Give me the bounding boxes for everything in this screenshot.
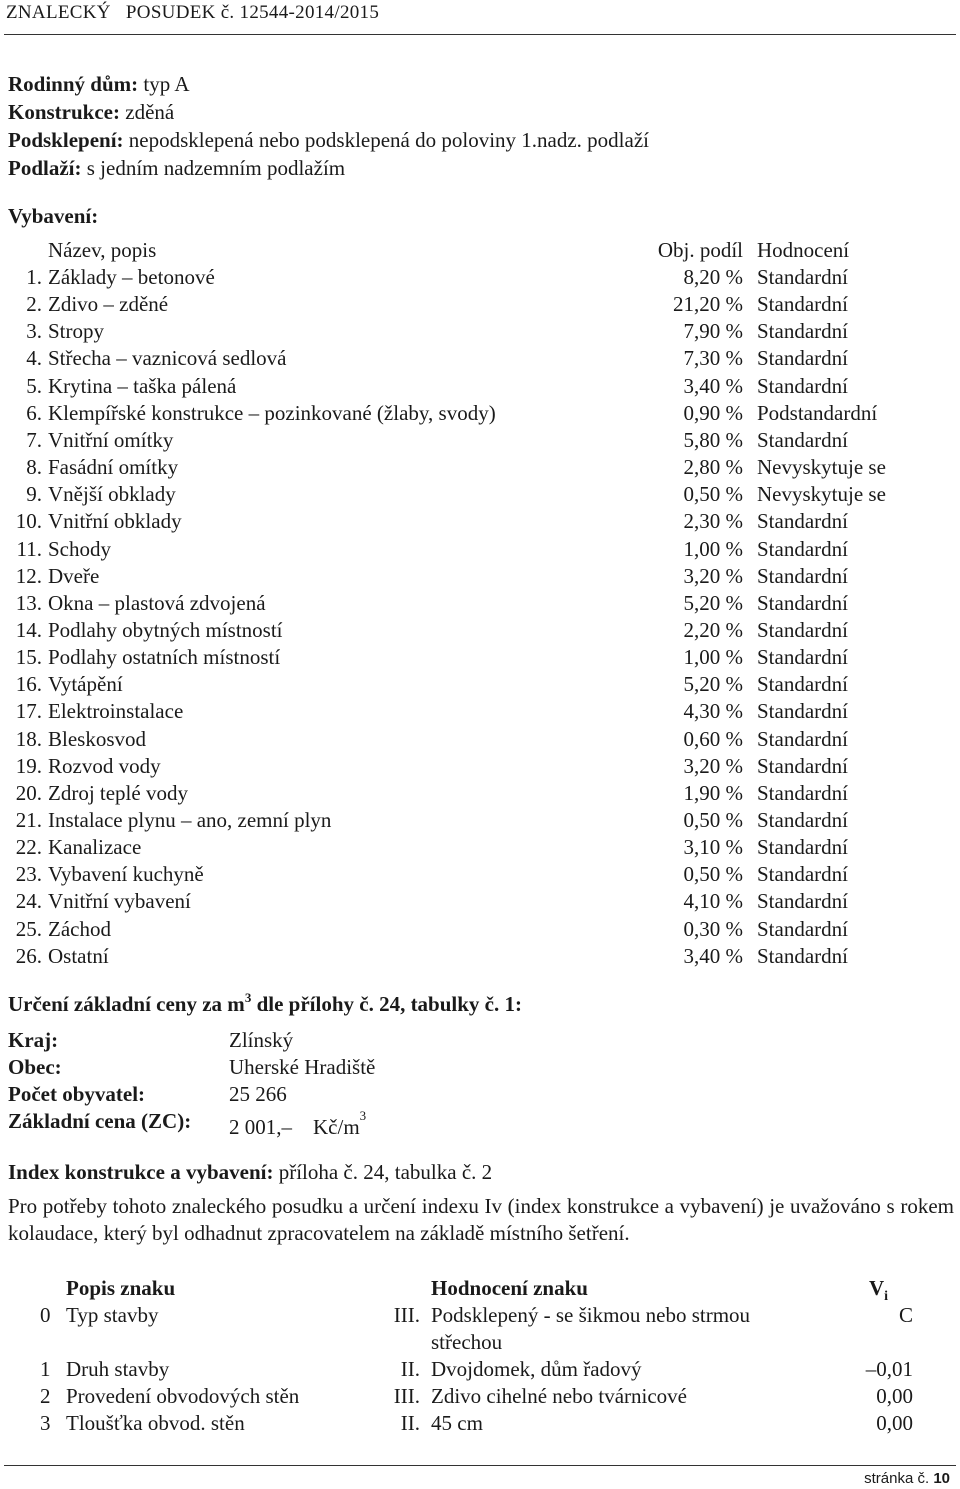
row-rating: Standardní — [757, 617, 848, 642]
row-name: Základy – betonové — [48, 265, 215, 289]
row-number: 10. — [15, 509, 42, 534]
price-value: 2 001,– — [229, 1115, 292, 1139]
row-name: Vybavení kuchyně — [48, 862, 204, 887]
header-rating: Hodnocení — [757, 238, 850, 262]
row-name: Podlahy obytných místností — [48, 617, 283, 642]
row-rating: Standardní — [757, 943, 848, 968]
equipment-row — [0, 698, 960, 725]
row-name: Vnitřní omítky — [48, 427, 174, 452]
equipment-header-row — [0, 237, 960, 264]
row-name: Zdivo – zděné — [48, 292, 169, 317]
row-share: 4,10 % — [683, 889, 743, 914]
row-rating: Standardní — [757, 889, 848, 914]
row-rating: Standardní — [757, 292, 848, 317]
row-rating: Standardní — [757, 672, 848, 697]
sign-index: 0 — [40, 1303, 51, 1327]
row-share: 1,90 % — [683, 780, 743, 805]
row-number: 8. — [26, 455, 42, 480]
row-rating: Nevyskytuje se — [757, 482, 886, 507]
signs-header-value: $V_i$ — [868, 1276, 888, 1305]
row-share: 7,90 % — [683, 319, 743, 344]
footer-divider — [4, 1465, 956, 1466]
row-number: 13. — [15, 590, 42, 615]
equipment-row — [0, 671, 960, 698]
row-share: 0,50 % — [683, 482, 743, 507]
row-rating: Standardní — [757, 590, 848, 615]
row-number: 26. — [15, 943, 42, 968]
sign-evaluation: Dvojdomek, dům řadový — [431, 1357, 642, 1381]
equipment-row — [0, 481, 960, 508]
row-number: 6. — [26, 400, 42, 425]
equipment-row — [0, 888, 960, 915]
row-rating: Standardní — [757, 346, 848, 371]
row-name: Okna – plastová zdvojená — [48, 590, 266, 615]
header-divider — [4, 34, 956, 35]
row-number: 2. — [26, 292, 42, 317]
equipment-row — [0, 943, 960, 970]
row-rating: Standardní — [757, 699, 848, 724]
equipment-row — [0, 318, 960, 345]
header-name: Název, popis — [48, 238, 157, 262]
sign-name: Druh stavby — [66, 1357, 170, 1381]
equipment-row — [0, 291, 960, 318]
equipment-row — [0, 807, 960, 834]
row-name: Podlahy ostatních místností — [48, 645, 281, 670]
sign-evaluation: Zdivo cihelné nebo tvárnicové — [431, 1384, 687, 1408]
sign-evaluation: 45 cm — [431, 1411, 483, 1435]
row-name: Schody — [48, 536, 111, 561]
row-name: Stropy — [48, 319, 105, 344]
row-share: 2,80 % — [683, 455, 743, 480]
row-name: Elektroinstalace — [48, 699, 184, 724]
equipment-row — [0, 264, 960, 291]
sign-value: –0,01 — [865, 1357, 913, 1381]
sign-class: II. — [400, 1357, 420, 1381]
page-label: stránka č. — [864, 1470, 930, 1487]
row-name: Záchod — [48, 916, 111, 941]
signs-header-name: Popis znaku — [66, 1276, 176, 1300]
equipment-title: Vybavení: — [8, 204, 99, 228]
row-number: 18. — [15, 726, 42, 751]
sign-class: II. — [400, 1411, 420, 1435]
equipment-row — [0, 345, 960, 372]
row-share: 3,20 % — [683, 753, 743, 778]
floors-line: Podlaží: s jedním nadzemním podlažím — [8, 156, 346, 180]
row-share: 8,20 % — [683, 265, 743, 289]
sign-class: III. — [393, 1303, 420, 1327]
row-share: 1,00 % — [683, 645, 743, 670]
equipment-row — [0, 861, 960, 888]
row-number: 7. — [26, 427, 42, 452]
row-rating: Standardní — [757, 265, 848, 289]
row-share: 5,80 % — [683, 427, 743, 452]
row-number: 15. — [15, 645, 42, 670]
row-rating: Standardní — [757, 373, 848, 398]
row-name: Klempířské konstrukce – pozinkované (žlaby, svody) — [48, 400, 496, 425]
row-rating: Standardní — [757, 862, 848, 887]
base-price-row: Základní cena (ZC): 2 001,– $Kč/m^3$ — [8, 1108, 367, 1139]
row-name: Dveře — [48, 563, 100, 588]
row-rating: Standardní — [757, 645, 848, 670]
equipment-row — [0, 508, 960, 535]
row-share: 1,00 % — [683, 536, 743, 561]
document-title: ZNALECKÝ POSUDEK č. 12544-2014/2015 — [6, 2, 380, 23]
row-rating: Nevyskytuje se — [757, 455, 886, 480]
row-name: Kanalizace — [48, 835, 142, 860]
row-name: Krytina – taška pálená — [48, 373, 237, 398]
equipment-row — [0, 753, 960, 780]
equipment-row — [0, 617, 960, 644]
row-number: 22. — [15, 835, 42, 860]
row-share: 3,40 % — [683, 943, 743, 968]
basement-line: Podsklepení: nepodsklepená nebo podsklepená do poloviny 1.nadz. podlaží — [8, 128, 649, 152]
equipment-row — [0, 590, 960, 617]
page-number: 10 — [933, 1470, 950, 1487]
row-rating: Standardní — [757, 835, 848, 860]
equipment-row — [0, 536, 960, 563]
equipment-row — [0, 726, 960, 753]
row-number: 20. — [15, 780, 42, 805]
index-title: Index konstrukce a vybavení: příloha č. 24, tabulka č. 2 — [8, 1160, 493, 1184]
row-share: 2,20 % — [683, 617, 743, 642]
sign-evaluation: Podsklepený - se šikmou nebo strmou střechou — [431, 1303, 751, 1354]
header-share: Obj. podíl — [657, 238, 743, 262]
row-name: Instalace plynu – ano, zemní plyn — [48, 808, 332, 832]
row-share: 21,20 % — [673, 292, 743, 317]
row-rating: Standardní — [757, 536, 848, 561]
row-share: 5,20 % — [683, 590, 743, 615]
equipment-row — [0, 400, 960, 427]
row-share: 0,30 % — [683, 916, 743, 941]
row-rating: Standardní — [757, 780, 848, 805]
row-rating: Standardní — [757, 916, 848, 941]
sign-value: C — [898, 1303, 913, 1327]
sign-index: 1 — [40, 1357, 51, 1381]
row-number: 21. — [15, 808, 42, 832]
row-name: Vnitřní vybavení — [48, 889, 191, 914]
row-rating: Standardní — [757, 808, 848, 832]
equipment-row — [0, 780, 960, 807]
row-share: 3,40 % — [683, 373, 743, 398]
row-number: 25. — [15, 916, 42, 941]
row-rating: Standardní — [757, 319, 848, 344]
row-number: 14. — [15, 617, 42, 642]
equipment-row — [0, 916, 960, 943]
row-rating: Standardní — [757, 427, 848, 452]
row-number: 1. — [26, 265, 42, 289]
row-name: Fasádní omítky — [48, 455, 179, 480]
equipment-row — [0, 427, 960, 454]
row-number: 4. — [26, 346, 42, 371]
row-name: Vytápění — [48, 672, 123, 697]
row-share: 5,20 % — [683, 672, 743, 697]
sign-name: Tloušťka obvod. stěn — [66, 1411, 245, 1435]
row-number: 23. — [15, 862, 42, 887]
row-number: 9. — [26, 482, 42, 507]
row-share: 0,50 % — [683, 862, 743, 887]
row-name: Rozvod vody — [48, 753, 161, 778]
construction-line: Konstrukce: zděná — [8, 100, 175, 124]
row-share: 7,30 % — [683, 346, 743, 371]
region-row: Kraj: Zlínský — [8, 1028, 294, 1052]
row-name: Vnější obklady — [48, 482, 176, 507]
row-share: 0,50 % — [683, 808, 743, 832]
sign-name: Provedení obvodových stěn — [66, 1384, 300, 1408]
row-number: 24. — [15, 889, 42, 914]
row-number: 3. — [26, 319, 42, 344]
row-share: 3,10 % — [683, 835, 743, 860]
property-intro — [8, 70, 649, 182]
population-row: Počet obyvatel: 25 266 — [8, 1082, 287, 1106]
row-rating: Standardní — [757, 753, 848, 778]
house-type-line: Rodinný dům: typ A — [8, 72, 190, 96]
row-rating: Standardní — [757, 726, 848, 751]
equipment-row — [0, 834, 960, 861]
row-name: Bleskosvod — [48, 726, 147, 751]
row-number: 11. — [16, 536, 42, 561]
page-footer — [864, 1470, 950, 1487]
row-number: 5. — [26, 373, 42, 398]
row-name: Ostatní — [48, 943, 109, 968]
equipment-row — [0, 373, 960, 400]
sign-index: 2 — [40, 1384, 51, 1408]
row-rating: Standardní — [757, 509, 848, 534]
signs-header-eval: Hodnocení znaku — [431, 1276, 588, 1300]
row-name: Střecha – vaznicová sedlová — [48, 346, 287, 371]
index-paragraph: Pro potřeby tohoto znaleckého posudku a určení indexu Iv (index konstrukce a vybavení) je uvažováno s rokem kolaudace, který byl odhadnut zpracovatelem na základě místního šetření. — [8, 1194, 954, 1245]
sign-index: 3 — [40, 1411, 51, 1435]
sign-value: 0,00 — [876, 1411, 913, 1435]
row-share: 0,60 % — [683, 726, 743, 751]
row-number: 17. — [15, 699, 42, 724]
equipment-row — [0, 563, 960, 590]
equipment-row — [0, 454, 960, 481]
row-share: 4,30 % — [683, 699, 743, 724]
sign-name: Typ stavby — [66, 1303, 159, 1327]
row-number: 19. — [15, 753, 42, 778]
municipality-row: Obec: Uherské Hradiště — [8, 1055, 376, 1079]
price-unit: Kč/m — [313, 1115, 360, 1139]
sign-value: 0,00 — [876, 1384, 913, 1408]
row-share: 2,30 % — [683, 509, 743, 534]
row-share: 3,20 % — [683, 563, 743, 588]
row-rating: Podstandardní — [757, 400, 878, 425]
base-price-title: Určení základní ceny za $m^3$ dle přílohy č. 24, tabulky č. 1: — [8, 990, 522, 1016]
row-rating: Standardní — [757, 563, 848, 588]
sign-class: III. — [393, 1384, 420, 1408]
row-share: 0,90 % — [683, 400, 743, 425]
row-number: 16. — [15, 672, 42, 697]
row-number: 12. — [15, 563, 42, 588]
row-name: Vnitřní obklady — [48, 509, 182, 534]
equipment-row — [0, 644, 960, 671]
document-header — [6, 2, 379, 24]
row-name: Zdroj teplé vody — [48, 780, 188, 805]
